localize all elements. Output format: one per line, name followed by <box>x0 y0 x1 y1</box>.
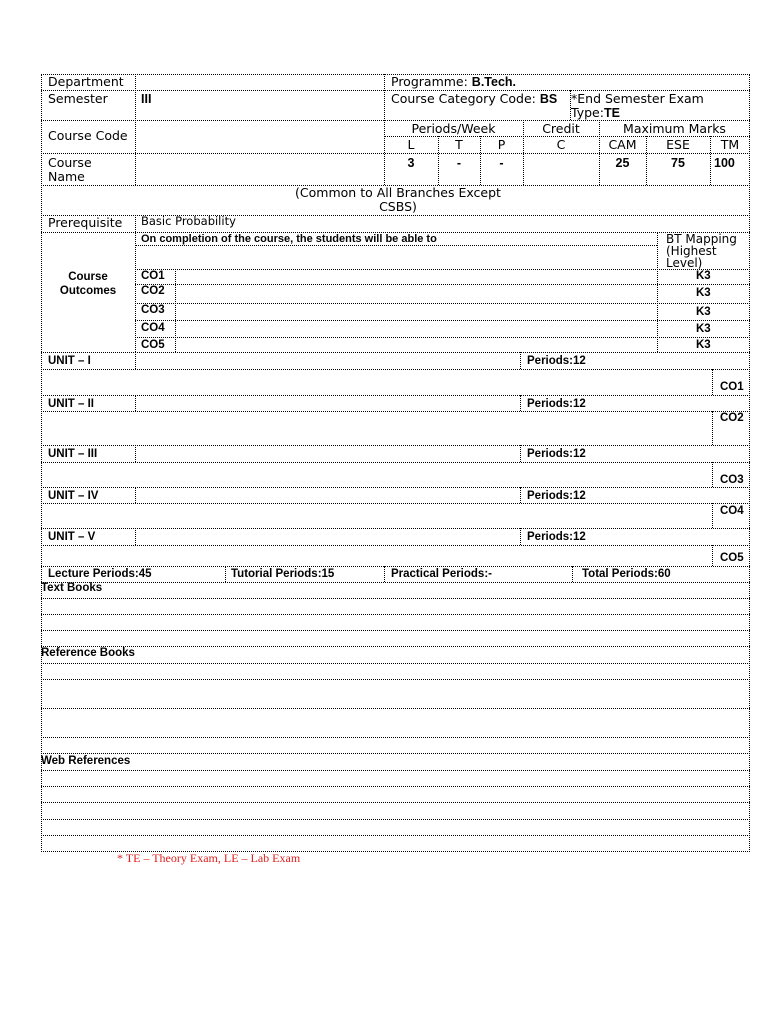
val-L: 3 <box>407 156 415 170</box>
credit-label: Credit <box>542 121 580 136</box>
col-T: T <box>455 137 463 152</box>
unit-4-label: UNIT – IV <box>48 490 99 502</box>
col-CAM: CAM <box>608 137 637 152</box>
unit-3-periods: Periods:12 <box>527 448 586 460</box>
unit-1-periods: Periods:12 <box>527 355 586 367</box>
co3-bt: K3 <box>696 306 711 318</box>
unit-5-co: CO5 <box>720 552 744 564</box>
footnote: * TE – Theory Exam, LE – Lab Exam <box>117 851 301 865</box>
reference-books-heading: Reference Books <box>41 647 135 659</box>
col-TM: TM <box>720 137 740 152</box>
web-references-heading: Web References <box>41 755 131 767</box>
course-outcomes-label: Course Outcomes <box>59 271 117 297</box>
unit-2-periods: Periods:12 <box>527 398 586 410</box>
val-ESE: 75 <box>671 156 685 170</box>
unit-4-co: CO4 <box>720 505 744 517</box>
val-CAM: 25 <box>615 156 630 170</box>
val-P: - <box>499 156 504 170</box>
unit-2-label: UNIT – II <box>48 398 95 410</box>
tutorial-periods: Tutorial Periods:15 <box>231 568 335 580</box>
unit-5-label: UNIT – V <box>48 531 96 543</box>
periods-week-label: Periods/Week <box>411 121 496 136</box>
prerequisite-value: Basic Probability <box>141 214 236 228</box>
prerequisite-label: Prerequisite <box>48 215 123 230</box>
col-L: L <box>407 137 415 152</box>
common-note: (Common to All Branches Except CSBS) <box>295 185 501 214</box>
category-value: BS <box>539 92 558 106</box>
exam-type-value: TE <box>603 106 620 120</box>
co4-bt: K3 <box>696 323 711 335</box>
practical-periods: Practical Periods:- <box>391 568 492 580</box>
co4-code: CO4 <box>141 322 165 334</box>
category-label: Course Category Code: <box>391 91 540 106</box>
semester-label: Semester <box>48 91 108 106</box>
co2-code: CO2 <box>141 285 165 297</box>
co5-bt: K3 <box>696 339 711 351</box>
category-cell <box>385 91 563 107</box>
unit-1-label: UNIT – I <box>48 355 91 367</box>
unit-5-periods: Periods:12 <box>527 531 586 543</box>
col-P: P <box>497 137 506 152</box>
programme-value: B.Tech. <box>471 75 517 89</box>
lecture-periods: Lecture Periods:45 <box>48 568 152 580</box>
col-C: C <box>556 137 566 152</box>
programme-label: Programme: <box>391 74 472 89</box>
unit-2-co: CO2 <box>720 412 744 424</box>
unit-3-label: UNIT – III <box>48 448 98 460</box>
department-label: Department <box>48 74 124 89</box>
col-ESE: ESE <box>666 137 690 152</box>
val-T: - <box>456 156 462 170</box>
course-name-label: Course Name <box>48 155 92 184</box>
co3-code: CO3 <box>141 304 165 316</box>
co5-code: CO5 <box>141 339 165 351</box>
outcomes-intro: On completion of the course, the students will be able to <box>141 233 437 245</box>
val-TM: 100 <box>714 156 735 170</box>
semester-value: III <box>141 92 152 106</box>
unit-1-co: CO1 <box>720 381 744 393</box>
total-periods: Total Periods:60 <box>582 568 671 580</box>
course-code-label: Course Code <box>48 128 128 143</box>
text-books-heading: Text Books <box>41 582 103 594</box>
co1-code: CO1 <box>141 270 165 282</box>
exam-type-cell <box>565 91 750 121</box>
co1-bt: K3 <box>696 270 711 282</box>
max-marks-label: Maximum Marks <box>623 121 726 136</box>
exam-type-label: *End Semester Exam Type: <box>571 91 704 120</box>
unit-4-periods: Periods:12 <box>527 490 586 502</box>
co2-bt: K3 <box>696 287 711 299</box>
unit-3-co: CO3 <box>720 474 744 486</box>
bt-mapping-label: BT Mapping (Highest Level) <box>666 232 737 270</box>
programme-cell <box>385 74 522 90</box>
